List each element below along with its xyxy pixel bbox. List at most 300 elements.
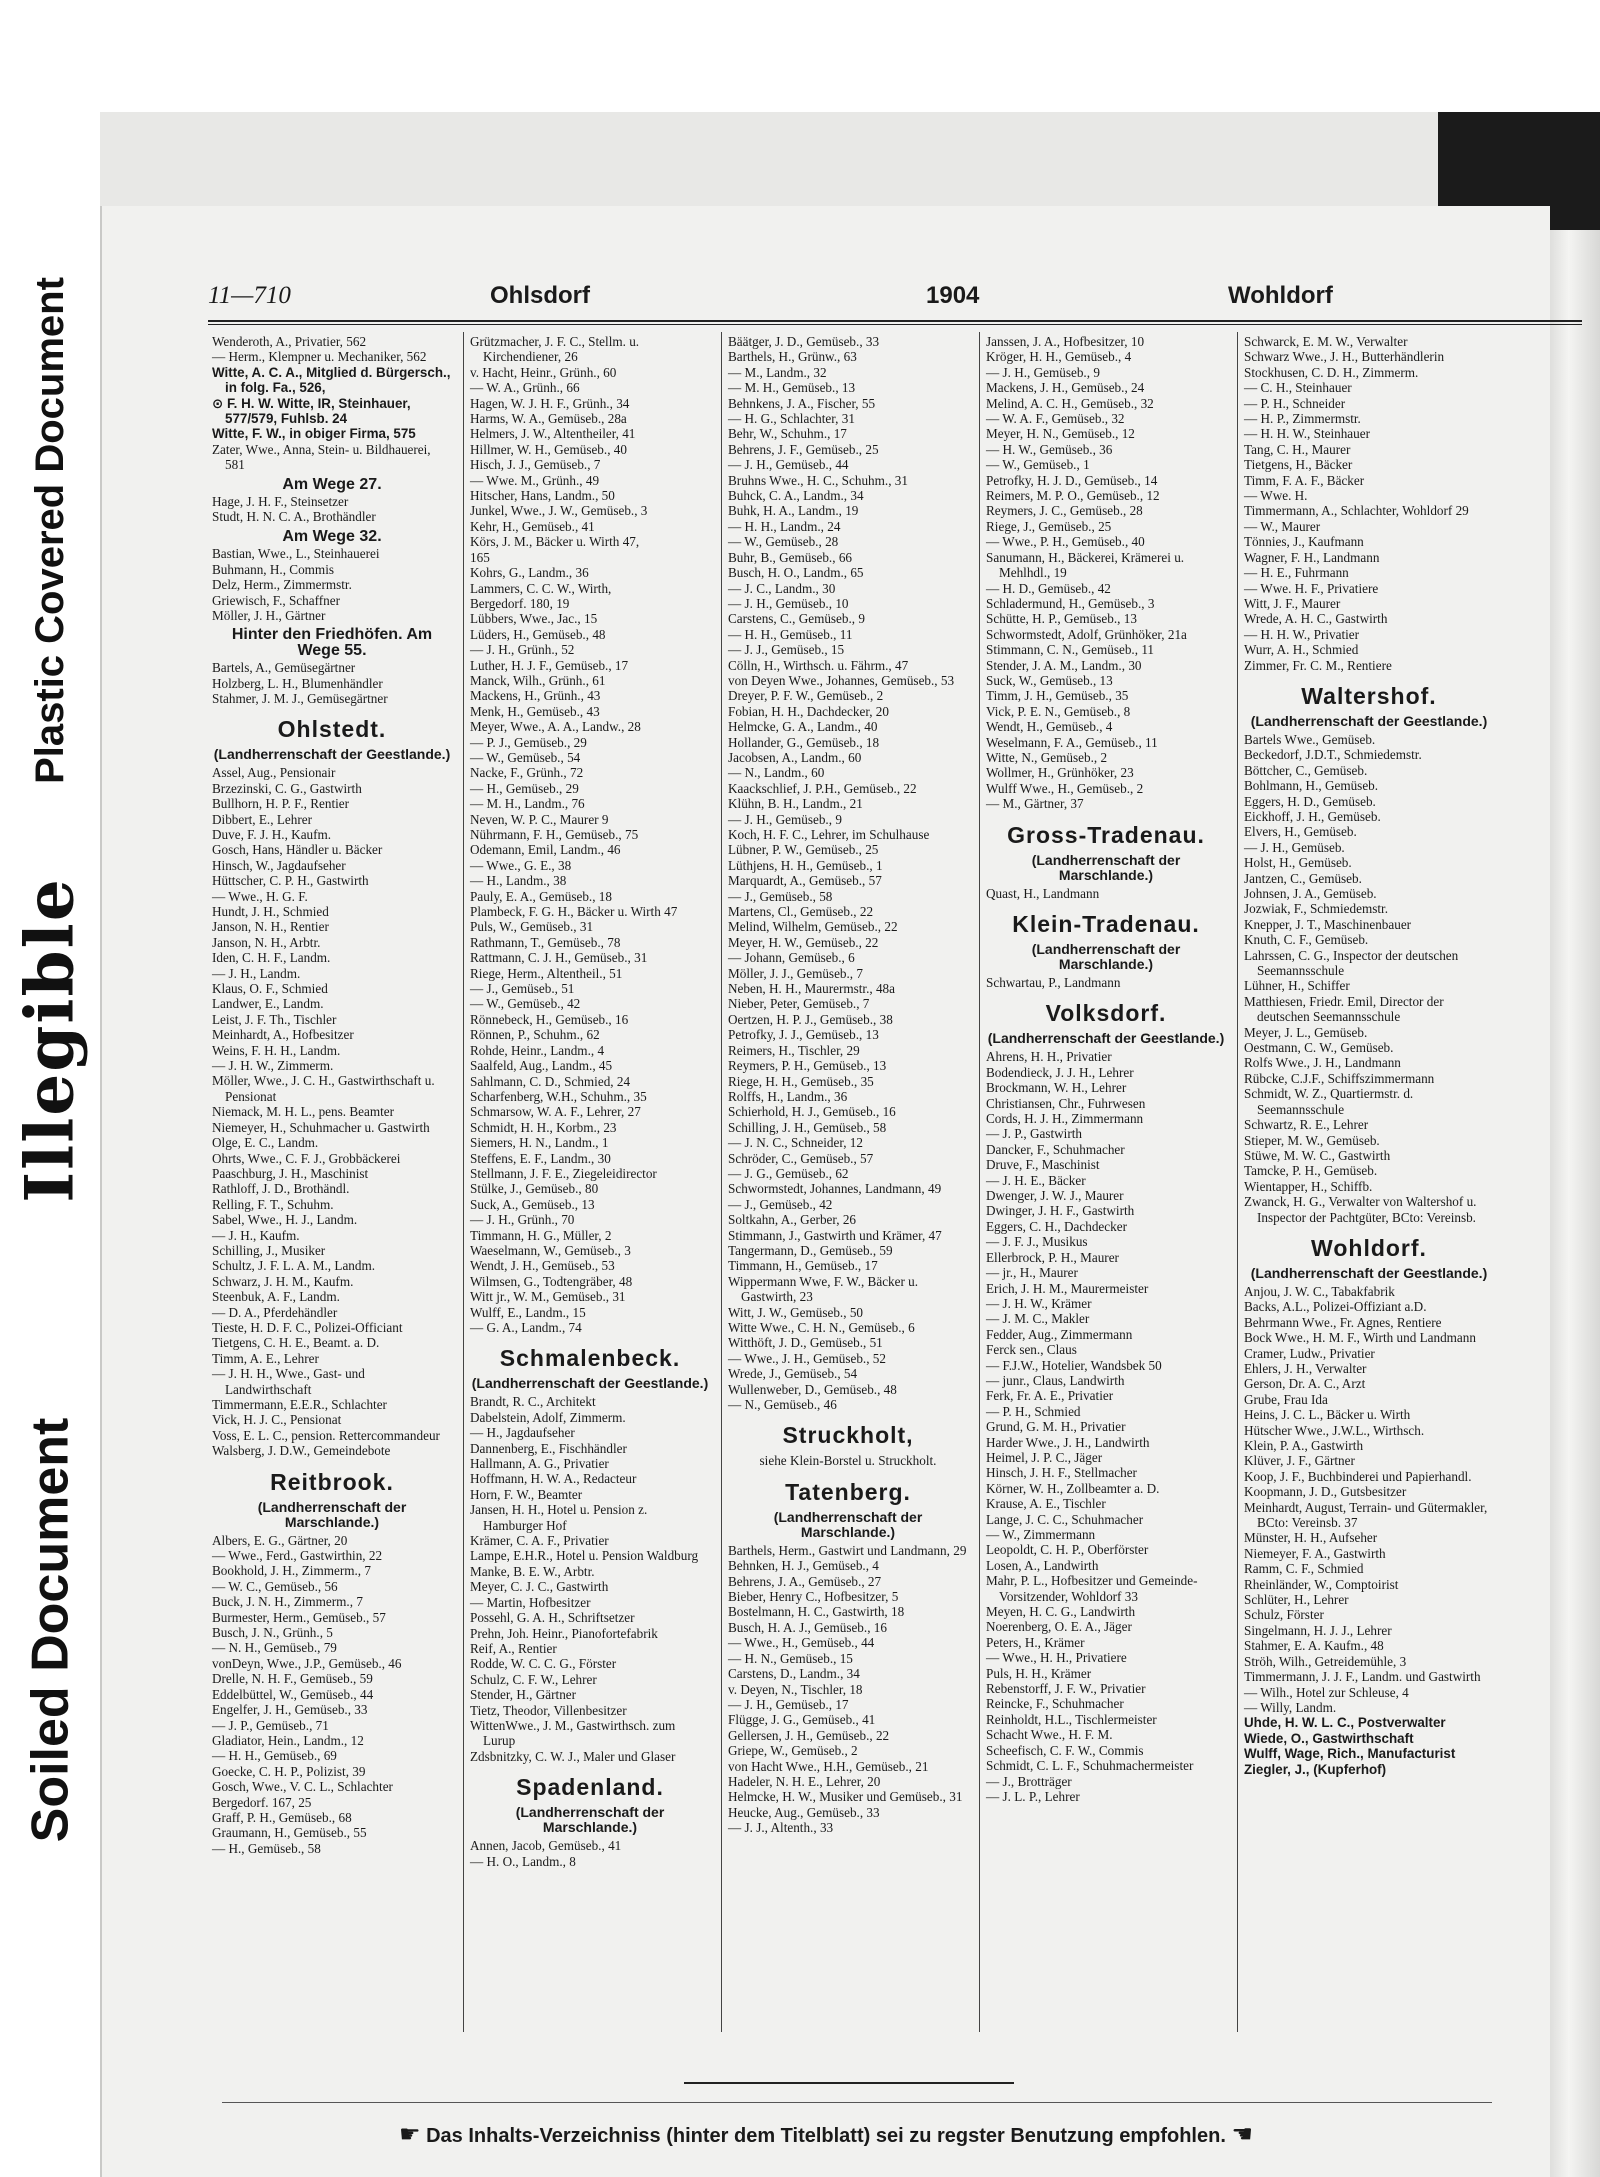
page-header — [208, 280, 1582, 320]
directory-entry: Möller, J. J., Gemüseb., 7 — [728, 965, 863, 981]
directory-entry: Drelle, N. H. F., Gemüseb., 59 — [212, 1671, 373, 1687]
directory-entry: Holzberg, L. H., Blumenhändler — [212, 675, 383, 691]
directory-entry: Buhk, H. A., Landm., 19 — [728, 503, 859, 519]
directory-entry: — N., Gemüseb., 46 — [728, 1397, 837, 1413]
directory-entry: Fobian, H. H., Dachdecker, 20 — [728, 703, 889, 719]
directory-entry: Jozwiak, F., Schmiedemstr. — [1244, 901, 1388, 917]
directory-entry: Lüthjens, H. H., Gemüseb., 1 — [728, 857, 883, 873]
directory-entry: 165 — [470, 549, 490, 565]
directory-entry: Annen, Jacob, Gemüseb., 41 — [470, 1838, 622, 1854]
directory-entry: Klühn, B. H., Landm., 21 — [728, 796, 863, 812]
directory-entry: Zimmer, Fr. C. M., Rentiere — [1244, 657, 1392, 673]
directory-entry: Rolffs, H., Landm., 36 — [728, 1088, 848, 1104]
directory-entry: Timmann, H., Gemüseb., 17 — [728, 1258, 878, 1274]
header-year: 1904 — [926, 282, 980, 309]
directory-entry: Brockmann, W. H., Lehrer — [986, 1080, 1127, 1096]
directory-entry: Stimmann, J., Gastwirth und Krämer, 47 — [728, 1227, 942, 1243]
directory-entry: Meyer, Wwe., A. A., Landw., 28 — [470, 719, 641, 735]
directory-entry: Dannenberg, E., Fischhändler — [470, 1440, 627, 1456]
directory-entry: Wientapper, H., Schiffb. — [1244, 1178, 1373, 1194]
directory-entry: Schultz, J. F. L. A. M., Landm. — [212, 1258, 376, 1274]
directory-entry: Schladermund, H., Gemüseb., 3 — [986, 595, 1155, 611]
directory-entry: Wrede, A. H. C., Gastwirth — [1244, 611, 1388, 627]
directory-entry: Grube, Frau Ida — [1244, 1391, 1328, 1407]
directory-entry: Bartels Wwe., Gemüseb. — [1244, 731, 1376, 747]
directory-entry: Timm, F. A. F., Bäcker — [1244, 472, 1365, 488]
directory-entry: Koch, H. F. C., Lehrer, im Schulhause — [728, 827, 930, 842]
directory-entry: Witt, J. W., Gemüseb., 50 — [728, 1304, 864, 1320]
directory-entry: — Johann, Gemüseb., 6 — [728, 950, 855, 966]
directory-entry: Grund, G. M. H., Privatier — [986, 1419, 1126, 1435]
directory-entry: Schmarsow, W. A. F., Lehrer, 27 — [470, 1104, 641, 1120]
directory-entry: Schulz, Förster — [1244, 1607, 1324, 1623]
directory-entry: — J. H. E., Bäcker — [986, 1172, 1086, 1188]
directory-entry: Eickhoff, J. H., Gemüseb. — [1244, 808, 1381, 824]
directory-entry: Waeselmann, W., Gemüseb., 3 — [470, 1242, 631, 1258]
directory-entry: — M. H., Gemüseb., 13 — [728, 380, 856, 396]
directory-entry: Anjou, J. W. C., Tabakfabrik — [1244, 1283, 1395, 1299]
directory-entry: Burmester, Herm., Gemüseb., 57 — [212, 1609, 386, 1625]
directory-entry: Backs, A.L., Polizei-Offiziant a.D. — [1244, 1299, 1427, 1315]
directory-entry: Stimmann, C. N., Gemüseb., 11 — [986, 642, 1155, 658]
directory-entry: Erich, J. H. M., Maurermeister — [986, 1280, 1149, 1296]
locality-subheading: (Landherrenschaft der Marschlande.) — [1031, 851, 1181, 883]
directory-entry: Hollander, G., Gemüseb., 18 — [728, 734, 880, 750]
directory-entry: Reif, A., Rentier — [470, 1640, 557, 1656]
directory-entry: Krause, A. E., Tischler — [986, 1496, 1106, 1512]
directory-entry: Vick, P. E. N., Gemüseb., 8 — [986, 703, 1131, 719]
directory-entry: Nührmann, F. H., Gemüseb., 75 — [470, 827, 639, 842]
directory-entry: Engelfer, J. H., Gemüseb., 33 — [212, 1702, 368, 1718]
directory-entry: Wilmsen, G., Todtengräber, 48 — [470, 1273, 633, 1289]
locality-subheading: (Landherrenschaft der Marschlande.) — [1031, 941, 1181, 972]
directory-entry: — Wwe., H. G. F. — [212, 888, 308, 904]
directory-entry: Schlüter, H., Lehrer — [1244, 1592, 1349, 1608]
directory-entry: — junr., Claus, Landwirth — [986, 1372, 1125, 1388]
directory-entry: Behnkens, J. A., Fischer, 55 — [728, 395, 876, 411]
directory-entry: — J. H., Grünh., 70 — [470, 1212, 575, 1228]
directory-entry: Wenderoth, A., Privatier, 562 — [212, 334, 367, 349]
directory-entry: Dreyer, P. F. W., Gemüseb., 2 — [728, 688, 884, 704]
directory-entry: Schmidt, C. L. F., Schuhmachermeister — [986, 1758, 1194, 1774]
directory-entry: Münster, H. H., Aufseher — [1244, 1530, 1378, 1546]
directory-entry: Schmidt, W. Z., Quartiermstr. d. Seemannsschule — [1244, 1086, 1414, 1117]
directory-entry: v. Hacht, Heinr., Grünh., 60 — [470, 364, 617, 380]
directory-entry: Bruhns Wwe., H. C., Schuhm., 31 — [728, 472, 908, 488]
directory-entry: Flügge, J. G., Gemüseb., 41 — [728, 1712, 876, 1728]
directory-entry: Witthöft, J. D., Gemüseb., 51 — [728, 1335, 883, 1351]
directory-entry: v. Deyen, N., Tischler, 18 — [728, 1681, 863, 1697]
directory-entry: Cölln, H., Wirthsch. u. Fährm., 47 — [728, 657, 909, 673]
directory-entry: Hüttscher, C. P. H., Gastwirth — [212, 873, 369, 889]
directory-entry: Busch, H. O., Landm., 65 — [728, 565, 864, 581]
directory-entry: — Wwe. M., Grünh., 49 — [470, 472, 600, 488]
directory-entry: Druve, F., Maschinist — [986, 1157, 1100, 1173]
locality-heading: Spadenland. — [516, 1774, 664, 1801]
illegible-label — [0, 860, 100, 1220]
directory-entry: — Wwe., H. H., Privatiere — [986, 1650, 1127, 1666]
directory-entry: Wullenweber, D., Gemüseb., 48 — [728, 1381, 897, 1397]
directory-entry: Ramm, C. F., Schmied — [1244, 1561, 1364, 1577]
directory-entry: Reincke, F., Schuhmacher — [986, 1696, 1124, 1712]
directory-entry: Schwormstedt, Adolf, Grünhöker, 21a — [986, 626, 1187, 642]
directory-entry: — F.J.W., Hotelier, Wandsbek 50 — [986, 1357, 1162, 1373]
directory-entry: Voss, E. L. C., pension. Rettercommandeur — [212, 1427, 440, 1443]
directory-entry: — J. M. C., Makler — [986, 1311, 1090, 1327]
directory-entry: Meyer, J. L., Gemüseb. — [1244, 1024, 1368, 1040]
directory-entry: Bergedorf. 180, 19 — [470, 595, 570, 611]
directory-entry: Hallmann, A. G., Privatier — [470, 1456, 609, 1472]
directory-entry: Rönnen, P., Schuhm., 62 — [470, 1027, 600, 1043]
locality-heading: Klein-Tradenau. — [1012, 911, 1200, 937]
directory-entry: Gladiator, Hein., Landm., 12 — [212, 1732, 364, 1748]
directory-entry: Ahrens, H. H., Privatier — [986, 1049, 1112, 1065]
directory-entry: Cords, H. J. H., Zimmermann — [986, 1111, 1144, 1127]
directory-entry: Reymers, J. C., Gemüseb., 28 — [986, 503, 1143, 519]
directory-entry: Tang, C. H., Maurer — [1244, 441, 1351, 457]
directory-entry: Hadeler, N. H. E., Lehrer, 20 — [728, 1773, 881, 1789]
directory-entry: Schwartau, P., Landmann — [986, 975, 1121, 990]
locality-subheading: (Landherrenschaft der Geestlande.) — [1250, 712, 1488, 729]
directory-entry: Walsberg, J. D.W., Gemeindebote — [212, 1443, 391, 1459]
directory-entry: Schütte, H. P., Gemüseb., 13 — [986, 611, 1137, 627]
header-left-place: Ohlsdorf — [490, 282, 590, 309]
directory-entry: Melind, Wilhelm, Gemüseb., 22 — [728, 919, 898, 935]
directory-entry: Wulff, E., Landm., 15 — [470, 1304, 586, 1320]
directory-entry: — J. F. J., Musikus — [986, 1234, 1088, 1250]
locality-heading: Struckholt, — [782, 1422, 914, 1449]
directory-entry: Stülke, J., Gemüseb., 80 — [470, 1181, 599, 1197]
directory-entry: Reymers, P. H., Gemüseb., 13 — [728, 1058, 887, 1074]
directory-entry: Losen, A., Landwirth — [986, 1557, 1099, 1573]
directory-entry: — J. H., Grünh., 52 — [470, 642, 575, 658]
directory-entry: Busch, J. N., Grünh., 5 — [212, 1625, 333, 1641]
directory-entry: Graff, P. H., Gemüseb., 68 — [212, 1809, 352, 1825]
directory-entry: Knepper, J. T., Maschinenbauer — [1244, 916, 1412, 932]
directory-entry: — J. G., Gemüseb., 62 — [728, 1165, 849, 1181]
directory-entry: Duve, F. J. H., Kaufm. — [212, 826, 332, 842]
directory-entry: Scheefisch, C. F. W., Commis — [986, 1742, 1144, 1758]
plastic-covered-text: Plastic Covered Document — [27, 276, 72, 784]
directory-entry: Menk, H., Gemüseb., 43 — [470, 703, 600, 719]
directory-entry: Helmcke, H. W., Musiker und Gemüseb., 31 — [728, 1789, 963, 1805]
directory-entry: Körner, W. H., Zollbeamter a. D. — [986, 1480, 1160, 1496]
directory-entry: Buhck, C. A., Landm., 34 — [728, 488, 864, 504]
directory-entry: Janson, N. H., Arbtr. — [212, 934, 321, 950]
directory-entry: Schwartz, R. E., Lehrer — [1244, 1117, 1369, 1133]
directory-entry: Krämer, C. A. F., Privatier — [470, 1533, 609, 1549]
directory-entry: — W., Gemüseb., 42 — [470, 996, 581, 1012]
directory-entry: Neven, W. P. C., Maurer 9 — [470, 811, 609, 827]
directory-entry: Wulff Wwe., H., Gemüseb., 2 — [986, 780, 1144, 796]
directory-entry: Kröger, H. H., Gemüseb., 4 — [986, 349, 1132, 365]
directory-entry: Zwanck, H. G., Verwalter von Waltershof u. Inspector der Pachtgüter, BCto: Vereinsb. — [1244, 1194, 1477, 1225]
directory-entry: von Deyen Wwe., Johannes, Gemüseb., 53 — [728, 672, 955, 688]
directory-entry: Suck, A., Gemüseb., 13 — [470, 1196, 595, 1212]
directory-entry: Zater, Wwe., Anna, Stein- u. Bildhauerei, 581 — [212, 441, 431, 473]
directory-entry: Leopoldt, C. H. P., Oberförster — [986, 1542, 1149, 1558]
directory-entry: Saalfeld, Aug., Landm., 45 — [470, 1058, 613, 1074]
directory-entry: Schwarz, J. H. M., Kaufm. — [212, 1273, 354, 1289]
directory-entry: Heins, J. C. L., Bäcker u. Wirth — [1244, 1407, 1411, 1423]
directory-entry: Schröder, C., Gemüseb., 57 — [728, 1150, 874, 1166]
directory-page — [100, 206, 1550, 2177]
directory-entry: Lübbers, Wwe., Jac., 15 — [470, 611, 598, 627]
directory-entry: Behrens, J. F., Gemüseb., 25 — [728, 441, 879, 457]
directory-entry: Eggers, H. D., Gemüseb. — [1244, 793, 1376, 809]
directory-entry: — J. J., Altenth., 33 — [728, 1820, 834, 1836]
directory-entry: Lange, J. C. C., Schuhmacher — [986, 1511, 1144, 1527]
directory-entry: Bohlmann, H., Gemüseb. — [1244, 778, 1379, 794]
directory-entry: Buhr, B., Gemüseb., 66 — [728, 549, 853, 565]
directory-entry: Tangermann, D., Gemüseb., 59 — [728, 1242, 893, 1258]
directory-entry: Koopmann, J. D., Gutsbesitzer — [1244, 1484, 1407, 1500]
directory-entry: Oertzen, H. P. J., Gemüseb., 38 — [728, 1011, 893, 1027]
directory-entry: Schwarck, E. M. W., Verwalter — [1244, 334, 1408, 349]
directory-entry-bold: Witte, F. W., in obiger Firma, 575 — [212, 426, 416, 442]
directory-entry: — W. A. F., Gemüseb., 32 — [986, 411, 1125, 427]
directory-entry: — J., Gemüseb., 51 — [470, 981, 575, 997]
directory-entry: — H., Gemüseb., 29 — [470, 780, 579, 796]
directory-entry: Martens, Cl., Gemüseb., 22 — [728, 904, 874, 920]
directory-entry: Tieste, H. D. F. C., Polizei-Officiant — [212, 1319, 403, 1335]
directory-entry: Schulz, C. F. W., Lehrer — [470, 1671, 597, 1687]
directory-entry: Stellmann, J. F. E., Ziegeleidirector — [470, 1165, 657, 1181]
directory-entry: — J. P., Gastwirth — [986, 1126, 1082, 1142]
locality-heading: Volksdorf. — [1045, 1000, 1167, 1027]
directory-entry-bold: Ziegler, J., (Kupferhof) — [1244, 1761, 1387, 1777]
locality-heading: Schmalenbeck. — [499, 1345, 681, 1372]
directory-entry: — W. A., Grünh., 66 — [470, 380, 580, 396]
directory-entry: — J. H., Landm. — [212, 965, 301, 981]
cross-reference: siehe Klein-Borstel u. Struckholt. — [759, 1453, 937, 1469]
directory-entry: Hütscher Wwe., J.W.L., Wirthsch. — [1244, 1422, 1425, 1438]
directory-entry: — Willy, Landm. — [1244, 1699, 1337, 1715]
directory-entry: — W., Gemüseb., 28 — [728, 534, 839, 550]
directory-entry: Bieber, Henry C., Hofbesitzer, 5 — [728, 1589, 899, 1605]
directory-entry: Bullhorn, H. P. F., Rentier — [212, 796, 350, 812]
footer-rule — [222, 2102, 1492, 2103]
directory-entry: Hinsch, J. H. F., Stellmacher — [986, 1465, 1137, 1481]
directory-entry: Klein, P. A., Gastwirth — [1244, 1438, 1364, 1453]
street-heading: Am Wege 27. — [282, 475, 382, 493]
directory-entry: — M. H., Landm., 76 — [470, 796, 585, 812]
directory-entry: Goecke, C. H. P., Polizist, 39 — [212, 1763, 366, 1779]
directory-entry: Hoffmann, H. W. A., Redacteur — [470, 1471, 637, 1487]
directory-entry: — J. H., Gemüseb., 44 — [728, 457, 849, 473]
soiled-document-text: Soiled Document — [21, 1417, 79, 1843]
directory-entry: Stockhusen, C. D. H., Zimmerm. — [1244, 364, 1419, 380]
locality-subheading: (Landherrenschaft der Geestlande.) — [471, 1375, 709, 1392]
directory-entry: Tönnies, J., Kaufmann — [1244, 534, 1364, 550]
directory-entry: Manck, Wilh., Grünh., 61 — [470, 672, 606, 688]
directory-entry: Noerenberg, O. E. A., Jäger — [986, 1619, 1132, 1635]
directory-entry: — H., Gemüseb., 58 — [212, 1840, 321, 1856]
directory-entry: Tietgens, C. H. E., Beamt. a. D. — [212, 1335, 380, 1351]
directory-entry: Junkel, Wwe., J. W., Gemüseb., 3 — [470, 503, 648, 519]
directory-entry: Relling, F. T., Schuhm. — [212, 1196, 334, 1212]
directory-entry: Zdsbnitzky, C. W. J., Maler und Glaser — [470, 1748, 676, 1764]
directory-entry-bold: Witte, A. C. A., Mitglied d. Bürgersch., in folg. Fa., 526, — [212, 364, 451, 396]
directory-entry: Busch, H. A. J., Gemüseb., 16 — [728, 1619, 887, 1635]
directory-entry: Bastian, Wwe., L., Steinhauerei — [212, 546, 380, 562]
directory-entry: Bergedorf. 167, 25 — [212, 1794, 312, 1810]
directory-entry: Rathloff, J. D., Brothändl. — [212, 1181, 350, 1197]
directory-column-5 — [1244, 334, 1494, 1777]
directory-entry: Matthiesen, Friedr. Emil, Director der deutschen Seemannsschule — [1244, 993, 1444, 1025]
directory-entry: Harder Wwe., J. H., Landwirth — [986, 1434, 1150, 1450]
directory-entry: — J. H. W., Krämer — [986, 1295, 1092, 1311]
directory-entry: Rodde, W. C. C. G., Förster — [470, 1656, 617, 1672]
directory-entry: — Wwe., P. H., Gemüseb., 40 — [986, 534, 1145, 550]
directory-entry: Bock Wwe., H. M. F., Wirth und Landmann — [1244, 1330, 1476, 1346]
directory-entry: — J. P., Gemüseb., 71 — [212, 1717, 329, 1733]
directory-entry: Puls, H. H., Krämer — [986, 1665, 1092, 1681]
directory-entry: Weselmann, F. A., Gemüseb., 11 — [986, 734, 1158, 750]
directory-entry: — C. H., Steinhauer — [1244, 380, 1352, 396]
directory-entry: Meyer, H. W., Gemüseb., 22 — [728, 934, 879, 950]
directory-entry: — J. H., Gemüseb., 9 — [728, 811, 842, 827]
directory-entry: Eggers, C. H., Dachdecker — [986, 1218, 1127, 1234]
directory-entry-bold: ⊙ F. H. W. Witte, IR, Steinhauer, 577/579, Fuhlsb. 24 — [212, 395, 411, 427]
directory-entry: Dwenger, J. W. J., Maurer — [986, 1188, 1124, 1204]
directory-entry: Eddelbüttel, W., Gemüseb., 44 — [212, 1686, 374, 1702]
directory-entry: Manke, B. E. W., Arbtr. — [470, 1563, 595, 1579]
directory-entry: Gellersen, J. H., Gemüseb., 22 — [728, 1727, 890, 1743]
directory-entry: — W., Gemüseb., 1 — [986, 457, 1090, 473]
directory-entry: Schierhold, H. J., Gemüseb., 16 — [728, 1104, 896, 1120]
directory-entry: Wendt, J. H., Gemüseb., 53 — [470, 1258, 615, 1274]
directory-entry: Helmcke, G. A., Landm., 40 — [728, 719, 878, 735]
locality-subheading: (Landherrenschaft der Marschlande.) — [257, 1498, 407, 1530]
directory-entry: Wagner, F. H., Landmann — [1244, 549, 1380, 565]
directory-column-3 — [728, 334, 968, 1836]
directory-entry: Wippermann Wwe, F. W., Bäcker u. Gastwirth, 23 — [728, 1273, 919, 1305]
directory-entry: Rolfs Wwe., J. H., Landmann — [1244, 1055, 1401, 1071]
directory-entry: Kohrs, G., Landm., 36 — [470, 565, 589, 581]
directory-entry: Meyer, C. J. C., Gastwirth — [470, 1579, 609, 1595]
directory-entry: Niemack, M. H. L., pens. Beamter — [212, 1104, 395, 1120]
directory-entry: — Martin, Hofbesitzer — [470, 1594, 591, 1610]
directory-entry: Grützmacher, J. F. C., Stellm. u. Kirchendiener, 26 — [470, 334, 640, 365]
street-heading: Am Wege 32. — [282, 527, 382, 545]
directory-entry: Knuth, C. F., Gemüseb. — [1244, 932, 1369, 948]
directory-entry: Tamcke, P. H., Gemüseb. — [1244, 1163, 1378, 1179]
directory-entry: Jantzen, C., Gemüseb. — [1244, 870, 1362, 886]
directory-entry: — P. H., Schmied — [986, 1403, 1081, 1419]
directory-entry: Stahmer, E. A. Kaufm., 48 — [1244, 1638, 1384, 1654]
directory-entry: Plambeck, F. G. H., Bäcker u. Wirth 47 — [470, 904, 678, 920]
locality-heading: Ohlstedt. — [277, 716, 387, 743]
directory-entry: — J. L. P., Lehrer — [986, 1788, 1080, 1804]
header-rule-thin — [208, 324, 1582, 325]
directory-entry: Delz, Herm., Zimmermstr. — [212, 577, 352, 593]
illegible-text: Illegible — [11, 877, 90, 1203]
locality-heading: Gross-Tradenau. — [1007, 821, 1205, 848]
directory-entry: Heucke, Aug., Gemüseb., 33 — [728, 1804, 880, 1820]
directory-entry: Elvers, H., Gemüseb. — [1244, 824, 1357, 840]
directory-entry: Lüders, H., Gemüseb., 48 — [470, 626, 606, 642]
directory-entry: Timmann, H. G., Müller, 2 — [470, 1227, 612, 1243]
directory-entry: Stender, H., Gärtner — [470, 1687, 577, 1703]
directory-entry: Schwarz Wwe., J. H., Butterhändlerin — [1244, 349, 1445, 365]
directory-entry: Lahrssen, C. G., Inspector der deutschen Seemannsschule — [1244, 947, 1459, 979]
directory-entry: Möller, Wwe., J. C. H., Gastwirthschaft u. Pensionat — [212, 1073, 435, 1104]
directory-entry: — H., Jagdaufseher — [470, 1425, 575, 1441]
directory-entry: von Hacht Wwe., H.H., Gemüseb., 21 — [728, 1758, 929, 1774]
directory-entry: Christiansen, Chr., Fuhrwesen — [986, 1095, 1146, 1111]
directory-entry: Quast, H., Landmann — [986, 885, 1100, 901]
locality-subheading: (Landherrenschaft der Geestlande.) — [987, 1030, 1225, 1047]
directory-entry: Possehl, G. A. H., Schriftsetzer — [470, 1610, 635, 1626]
directory-entry: Landwer, E., Landm. — [212, 996, 324, 1012]
directory-entry: Reinholdt, H.L., Tischlermeister — [986, 1711, 1157, 1727]
directory-entry: Hundt, J. H., Schmied — [212, 904, 329, 919]
directory-entry: Assel, Aug., Pensionair — [212, 765, 336, 781]
directory-entry: Riege, Herm., Altentheil., 51 — [470, 965, 623, 981]
directory-entry: — jr., H., Maurer — [986, 1265, 1078, 1281]
directory-entry: Weins, F. H. H., Landm. — [212, 1042, 341, 1058]
locality-heading: Tatenberg. — [785, 1478, 911, 1505]
directory-entry: Olge, E. C., Landm. — [212, 1135, 319, 1151]
directory-entry: Cramer, Ludw., Privatier — [1244, 1345, 1375, 1361]
directory-entry: Rathmann, T., Gemüseb., 78 — [470, 934, 621, 950]
directory-entry: Albers, E. G., Gärtner, 20 — [212, 1532, 348, 1548]
directory-entry: Witt, J. F., Maurer — [1244, 595, 1341, 611]
directory-entry: Lühner, H., Schiffer — [1244, 978, 1350, 994]
directory-entry: — P. H., Schneider — [1244, 395, 1346, 411]
directory-entry: — J. N. C., Schneider, 12 — [728, 1135, 863, 1151]
directory-entry: — W., Maurer — [1244, 518, 1321, 534]
directory-entry: Iden, C. H. F., Landm. — [212, 950, 331, 966]
directory-entry: Körs, J. M., Bäcker u. Wirth 47, — [470, 534, 640, 550]
directory-entry: Beckedorf, J.D.T., Schmiedemstr. — [1244, 747, 1422, 763]
directory-entry: Gosch, Wwe., V. C. L., Schlachter — [212, 1779, 393, 1795]
directory-entry: — J. H. H., Wwe., Gast- und Landwirthschaft — [212, 1366, 365, 1397]
directory-entry: Luther, H. J. F., Gemüseb., 17 — [470, 657, 629, 673]
directory-entry: Petrofky, H. J. D., Gemüseb., 14 — [986, 472, 1158, 488]
directory-entry: — J. H., Kaufm. — [212, 1227, 300, 1243]
directory-entry: — N. H., Gemüseb., 79 — [212, 1640, 337, 1656]
directory-entry: — J., Brotträger — [986, 1773, 1072, 1789]
directory-entry: — J. J., Gemüseb., 15 — [728, 642, 845, 658]
directory-entry: Schacht Wwe., H. F. M. — [986, 1727, 1113, 1743]
directory-entry: — J. H., Gemüseb. — [1244, 839, 1345, 855]
directory-entry: Sanumann, H., Bäckerei, Krämerei u. Mehlhdl., 19 — [986, 549, 1185, 581]
pointing-hand-right-icon: ☚ — [1231, 2121, 1253, 2148]
directory-entry: — H. D., Gemüseb., 42 — [986, 580, 1111, 596]
directory-entry: — H. E., Fuhrmann — [1244, 565, 1349, 581]
directory-entry: Möller, J. H., Gärtner — [212, 607, 326, 623]
directory-entry: — H. N., Gemüseb., 15 — [728, 1650, 853, 1666]
directory-entry: Horn, F. W., Beamter — [470, 1486, 583, 1502]
directory-entry: Reimers, H., Tischler, 29 — [728, 1042, 860, 1058]
directory-entry: Janssen, J. A., Hofbesitzer, 10 — [986, 334, 1145, 349]
directory-entry: — J. H., Gemüseb., 17 — [728, 1696, 849, 1712]
directory-entry: Ströh, Wilh., Getreidemühle, 3 — [1244, 1653, 1407, 1669]
directory-entry: Meinhardt, August, Terrain- und Gütermakler, BCto: Vereinsb. 37 — [1244, 1499, 1488, 1531]
street-heading: Hinter den Friedhöfen. Am Wege 55. — [231, 626, 433, 659]
directory-entry: Mackens, H., Grünh., 43 — [470, 688, 601, 704]
directory-entry: Suck, W., Gemüseb., 13 — [986, 672, 1113, 688]
directory-entry: Prehn, Joh. Heinr., Pianofortefabrik — [470, 1625, 658, 1641]
directory-entry: Meinhardt, A., Hofbesitzer — [212, 1027, 354, 1043]
locality-subheading: (Landherrenschaft der Marschlande.) — [515, 1804, 665, 1836]
directory-entry: WittenWwe., J. M., Gastwirthsch. zum Lurup — [470, 1717, 676, 1749]
locality-heading: Wohldorf. — [1311, 1234, 1427, 1261]
directory-entry: Hisch, J. J., Gemüseb., 7 — [470, 457, 601, 473]
directory-entry: — H. H. W., Privatier — [1244, 626, 1360, 642]
